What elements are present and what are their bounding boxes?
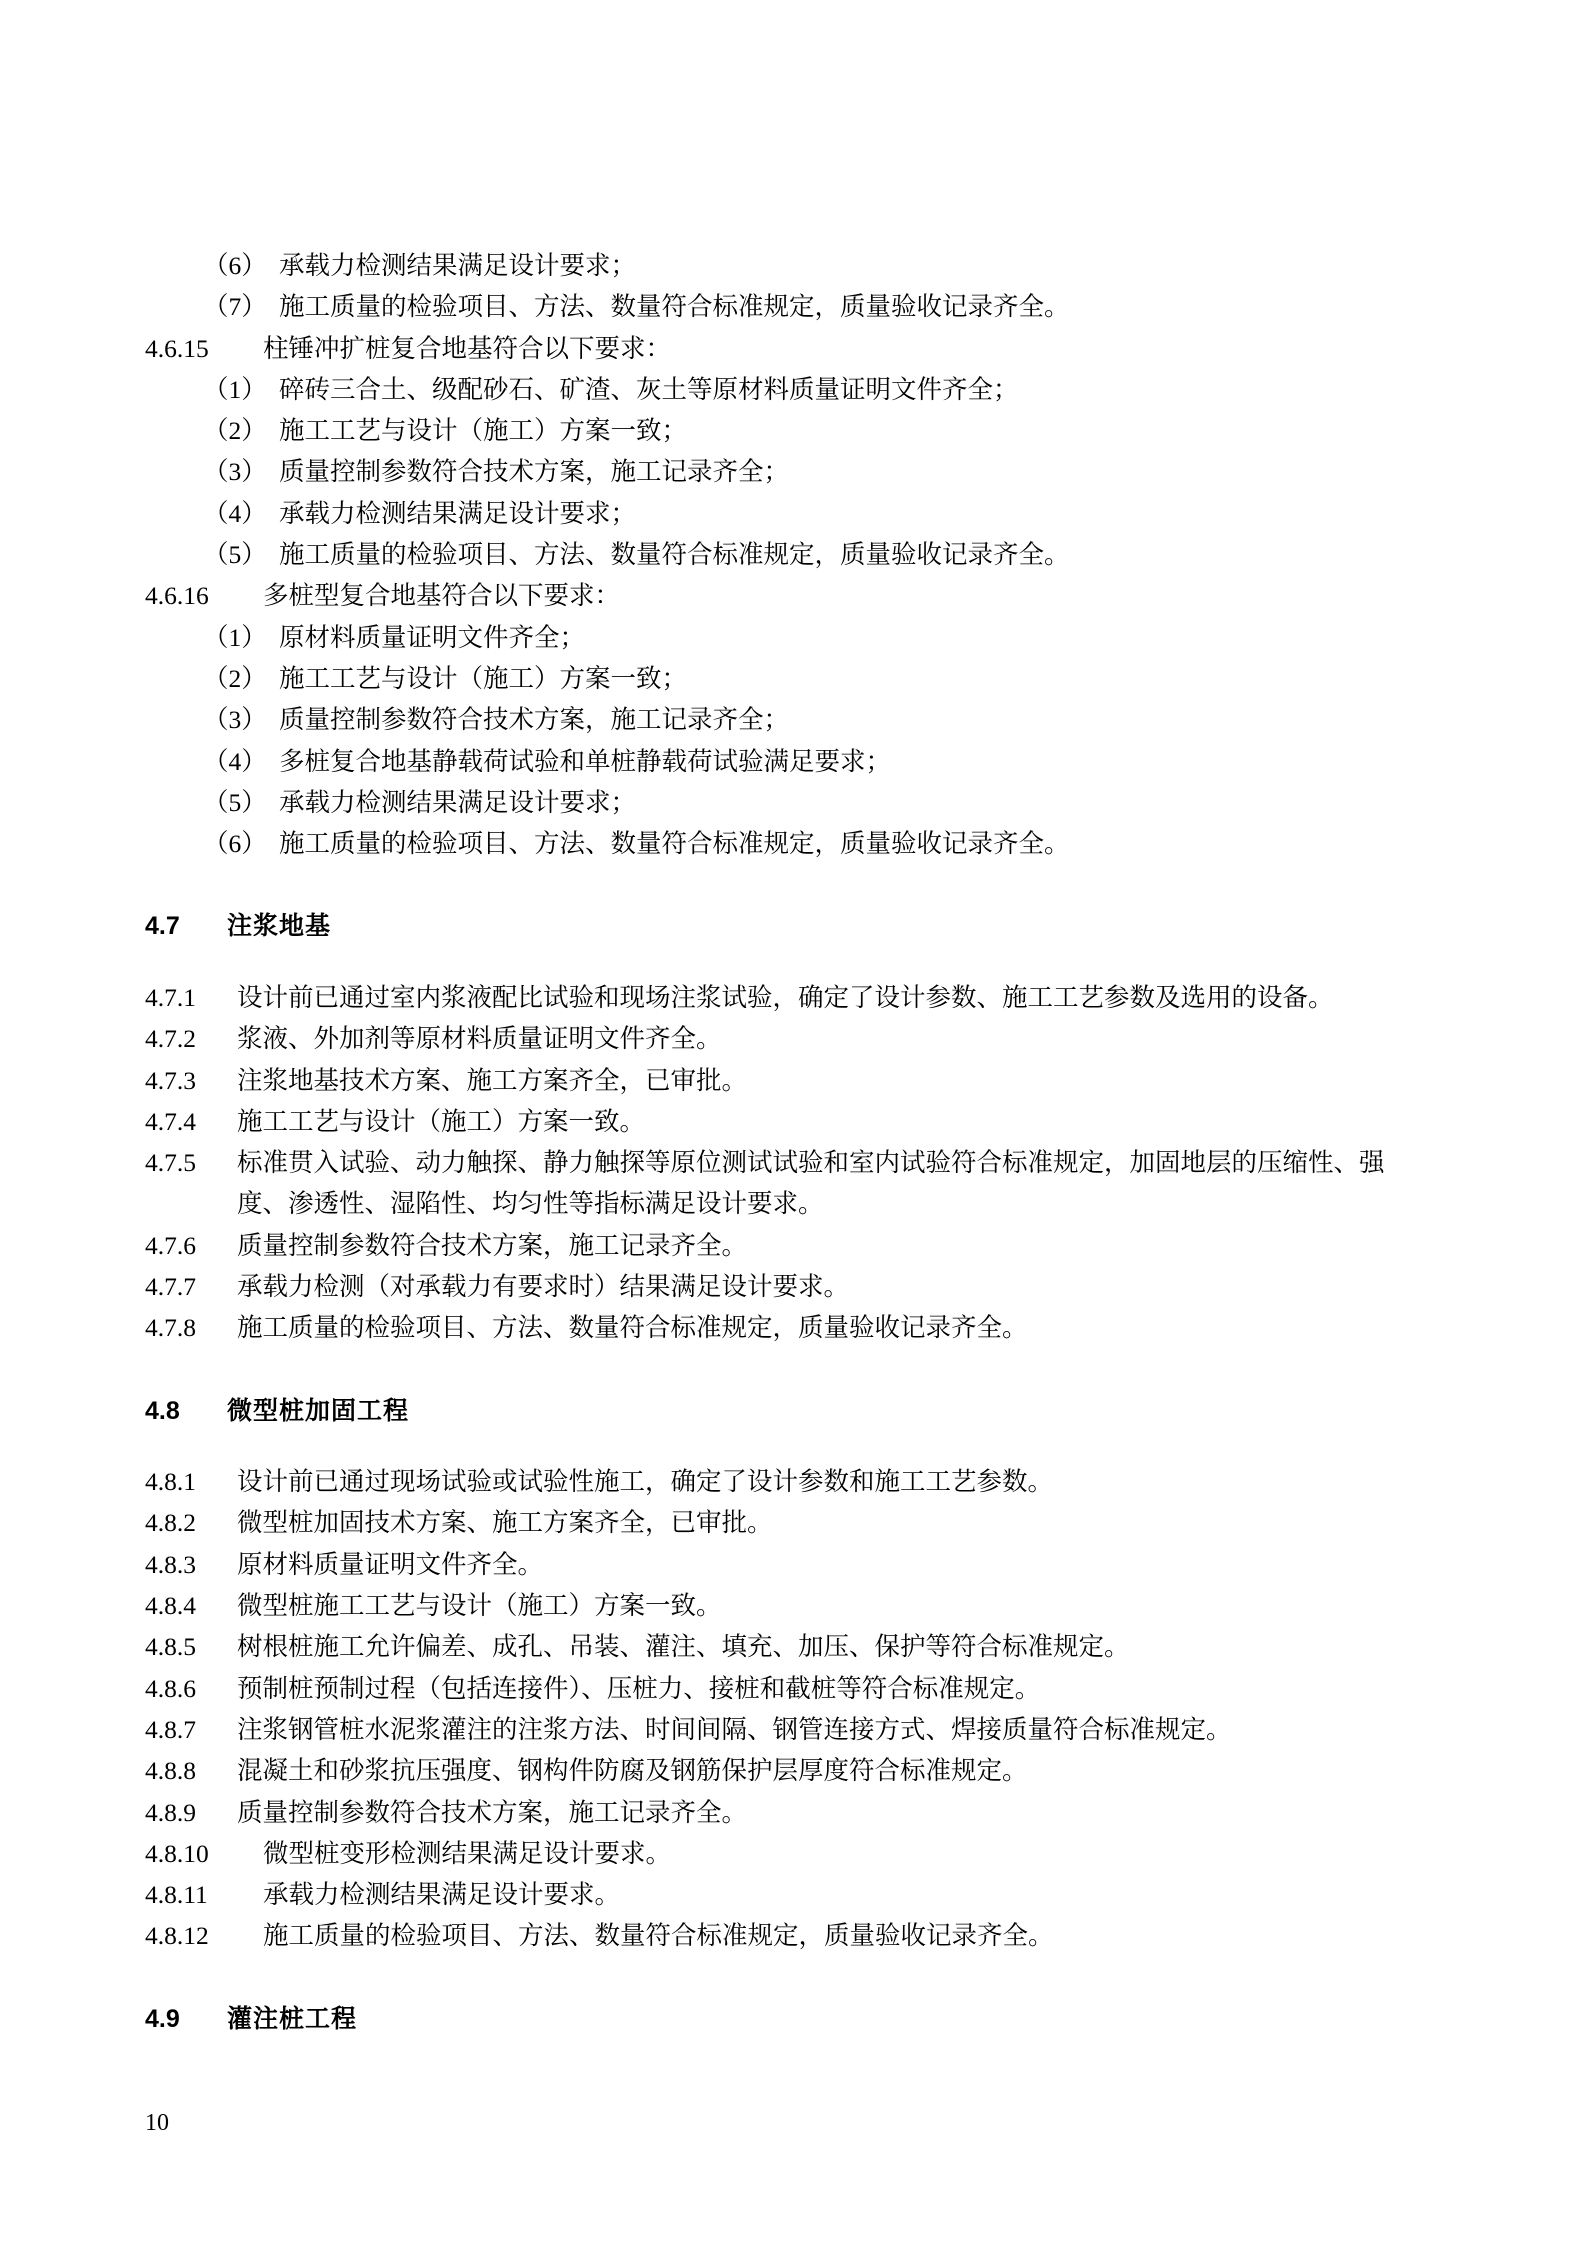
- clause-text: 施工质量的检验项目、方法、数量符合标准规定，质量验收记录齐全。: [237, 1313, 1028, 1343]
- clause-number: 4.7.6: [145, 1230, 196, 1260]
- section-heading: [145, 1391, 1417, 1432]
- clause-number: 4.8.1: [145, 1467, 196, 1497]
- clause-item: [145, 493, 1417, 534]
- clause-item: [145, 782, 1417, 823]
- section-title: 注浆地基: [227, 912, 332, 941]
- clause-text: 多桩型复合地基符合以下要求：: [263, 581, 621, 611]
- clause-text: 注浆钢管桩水泥浆灌注的注浆方法、时间间隔、钢管连接方式、焊接质量符合标准规定。: [237, 1714, 1232, 1744]
- clause-text: 施工工艺与设计（施工）方案一致。: [237, 1106, 646, 1136]
- clause-item: [145, 286, 1417, 327]
- clause-item: [145, 823, 1417, 864]
- clause-text: 施工工艺与设计（施工）方案一致；: [279, 416, 688, 446]
- clause-item: [145, 1101, 1417, 1142]
- clause-item: [145, 658, 1417, 699]
- clause-text: 承载力检测结果满足设计要求；: [279, 498, 637, 528]
- clause-number: 4.8.10: [145, 1838, 209, 1868]
- clause-text: 柱锤冲扩桩复合地基符合以下要求：: [263, 333, 672, 363]
- clause-text: 原材料质量证明文件齐全。: [237, 1549, 544, 1579]
- page-number: 10: [145, 2110, 169, 2136]
- clause-text: 预制桩预制过程（包括连接件）、压桩力、接桩和截桩等符合标准规定。: [237, 1673, 1041, 1703]
- clause-text: 承载力检测结果满足设计要求；: [279, 787, 637, 817]
- clause-text: 施工质量的检验项目、方法、数量符合标准规定，质量验收记录齐全。: [263, 1921, 1054, 1951]
- clause-number: 4.8.7: [145, 1714, 196, 1744]
- clause-number: 4.7.5: [145, 1148, 196, 1178]
- clause-text: 标准贯入试验、动力触探、静力触探等原位测试试验和室内试验符合标准规定，加固地层的压缩性、强度、渗透性、湿陷性、均匀性等指标满足设计要求。: [237, 1148, 1385, 1219]
- clause-text: 施工质量的检验项目、方法、数量符合标准规定，质量验收记录齐全。: [279, 540, 1070, 570]
- clause-item: [145, 1709, 1417, 1750]
- clause-item: [145, 741, 1417, 782]
- clause-item: [145, 534, 1417, 575]
- clause-text: 承载力检测（对承载力有要求时）结果满足设计要求。: [237, 1272, 850, 1302]
- clause-item: [145, 1626, 1417, 1667]
- clause-text: 质量控制参数符合技术方案，施工记录齐全。: [237, 1230, 748, 1260]
- clause-item: [145, 369, 1417, 410]
- clause-number: （1）: [203, 374, 267, 404]
- section-number: 4.7: [145, 912, 180, 941]
- clause-text: 设计前已通过室内浆液配比试验和现场注浆试验，确定了设计参数、施工工艺参数及选用的设备。: [237, 982, 1334, 1012]
- clause-number: 4.8.8: [145, 1756, 196, 1786]
- clause-number: 4.8.3: [145, 1549, 196, 1579]
- section-title: 微型桩加固工程: [227, 1396, 410, 1425]
- clause-item: [145, 1792, 1417, 1833]
- clause-number: 4.8.2: [145, 1508, 196, 1538]
- clause-text: 碎砖三合土、级配砂石、矿渣、灰土等原材料质量证明文件齐全；: [279, 374, 1019, 404]
- clause-item: [145, 699, 1417, 740]
- clause-item: [145, 410, 1417, 451]
- clause-text: 原材料质量证明文件齐全；: [279, 622, 586, 652]
- clause-number: （2）: [203, 663, 267, 693]
- clause-item: [145, 1060, 1417, 1101]
- section-number: 4.9: [145, 2004, 180, 2033]
- clause-item: [145, 1915, 1417, 1956]
- clause-item: [145, 1544, 1417, 1585]
- clause-text: 质量控制参数符合技术方案，施工记录齐全；: [279, 705, 790, 735]
- clause-text: 施工质量的检验项目、方法、数量符合标准规定，质量验收记录齐全。: [279, 829, 1070, 859]
- clause-item: [145, 977, 1417, 1018]
- clause-item: [145, 245, 1417, 286]
- clause-number: （5）: [203, 540, 267, 570]
- clause-number: （4）: [203, 498, 267, 528]
- clause-number: 4.8.4: [145, 1591, 196, 1621]
- clause-number: （2）: [203, 416, 267, 446]
- clause-item: [145, 1266, 1417, 1307]
- clause-text: 微型桩施工工艺与设计（施工）方案一致。: [237, 1591, 722, 1621]
- clause-number: 4.6.15: [145, 333, 209, 363]
- clause-number: 4.7.2: [145, 1024, 196, 1054]
- clause-number: （6）: [203, 251, 267, 280]
- section-heading: [145, 906, 1417, 947]
- clause-number: 4.7.1: [145, 982, 196, 1012]
- clause-item: [145, 575, 1417, 616]
- clause-number: （4）: [203, 746, 267, 776]
- clause-text: 微型桩加固技术方案、施工方案齐全，已审批。: [237, 1508, 773, 1538]
- clause-number: 4.8.9: [145, 1797, 196, 1827]
- document-body: [145, 245, 1417, 2039]
- clause-text: 多桩复合地基静载荷试验和单桩静载荷试验满足要求；: [279, 746, 892, 776]
- clause-text: 设计前已通过现场试验或试验性施工，确定了设计参数和施工工艺参数。: [237, 1467, 1054, 1497]
- clause-text: 施工质量的检验项目、方法、数量符合标准规定，质量验收记录齐全。: [279, 292, 1070, 322]
- clause-text: 微型桩变形检测结果满足设计要求。: [263, 1838, 672, 1868]
- clause-item: [145, 1307, 1417, 1348]
- clause-text: 浆液、外加剂等原材料质量证明文件齐全。: [237, 1024, 722, 1054]
- clause-number: 4.6.16: [145, 581, 209, 611]
- clause-item: [145, 1461, 1417, 1502]
- clause-number: （5）: [203, 787, 267, 817]
- clause-number: 4.8.5: [145, 1632, 196, 1662]
- clause-number: 4.7.3: [145, 1065, 196, 1095]
- clause-item: [145, 1585, 1417, 1626]
- clause-number: （3）: [203, 457, 267, 487]
- clause-item: [145, 1142, 1417, 1225]
- clause-item: [145, 1018, 1417, 1059]
- clause-item: [145, 328, 1417, 369]
- clause-text: 混凝土和砂浆抗压强度、钢构件防腐及钢筋保护层厚度符合标准规定。: [237, 1756, 1028, 1786]
- clause-number: 4.8.12: [145, 1921, 209, 1951]
- clause-text: 注浆地基技术方案、施工方案齐全，已审批。: [237, 1065, 748, 1095]
- section-number: 4.8: [145, 1396, 180, 1425]
- clause-text: 施工工艺与设计（施工）方案一致；: [279, 663, 688, 693]
- clause-number: （3）: [203, 705, 267, 735]
- clause-text: 树根桩施工允许偏差、成孔、吊装、灌注、填充、加压、保护等符合标准规定。: [237, 1632, 1130, 1662]
- clause-number: 4.7.8: [145, 1313, 196, 1343]
- section-heading: [145, 1999, 1417, 2040]
- clause-number: （7）: [203, 292, 267, 322]
- clause-number: （1）: [203, 622, 267, 652]
- clause-item: [145, 617, 1417, 658]
- clause-number: 4.7.4: [145, 1106, 196, 1136]
- clause-number: 4.8.6: [145, 1673, 196, 1703]
- clause-number: 4.8.11: [145, 1880, 208, 1910]
- clause-number: （6）: [203, 829, 267, 859]
- clause-item: [145, 1225, 1417, 1266]
- section-title: 灌注桩工程: [227, 2004, 358, 2033]
- clause-text: 承载力检测结果满足设计要求；: [279, 251, 637, 280]
- clause-item: [145, 1874, 1417, 1915]
- clause-item: [145, 1833, 1417, 1874]
- clause-number: 4.7.7: [145, 1272, 196, 1302]
- clause-item: [145, 1750, 1417, 1791]
- clause-item: [145, 1502, 1417, 1543]
- clause-item: [145, 1668, 1417, 1709]
- clause-text: 质量控制参数符合技术方案，施工记录齐全；: [279, 457, 790, 487]
- clause-item: [145, 451, 1417, 492]
- clause-text: 质量控制参数符合技术方案，施工记录齐全。: [237, 1797, 748, 1827]
- clause-text: 承载力检测结果满足设计要求。: [263, 1880, 621, 1910]
